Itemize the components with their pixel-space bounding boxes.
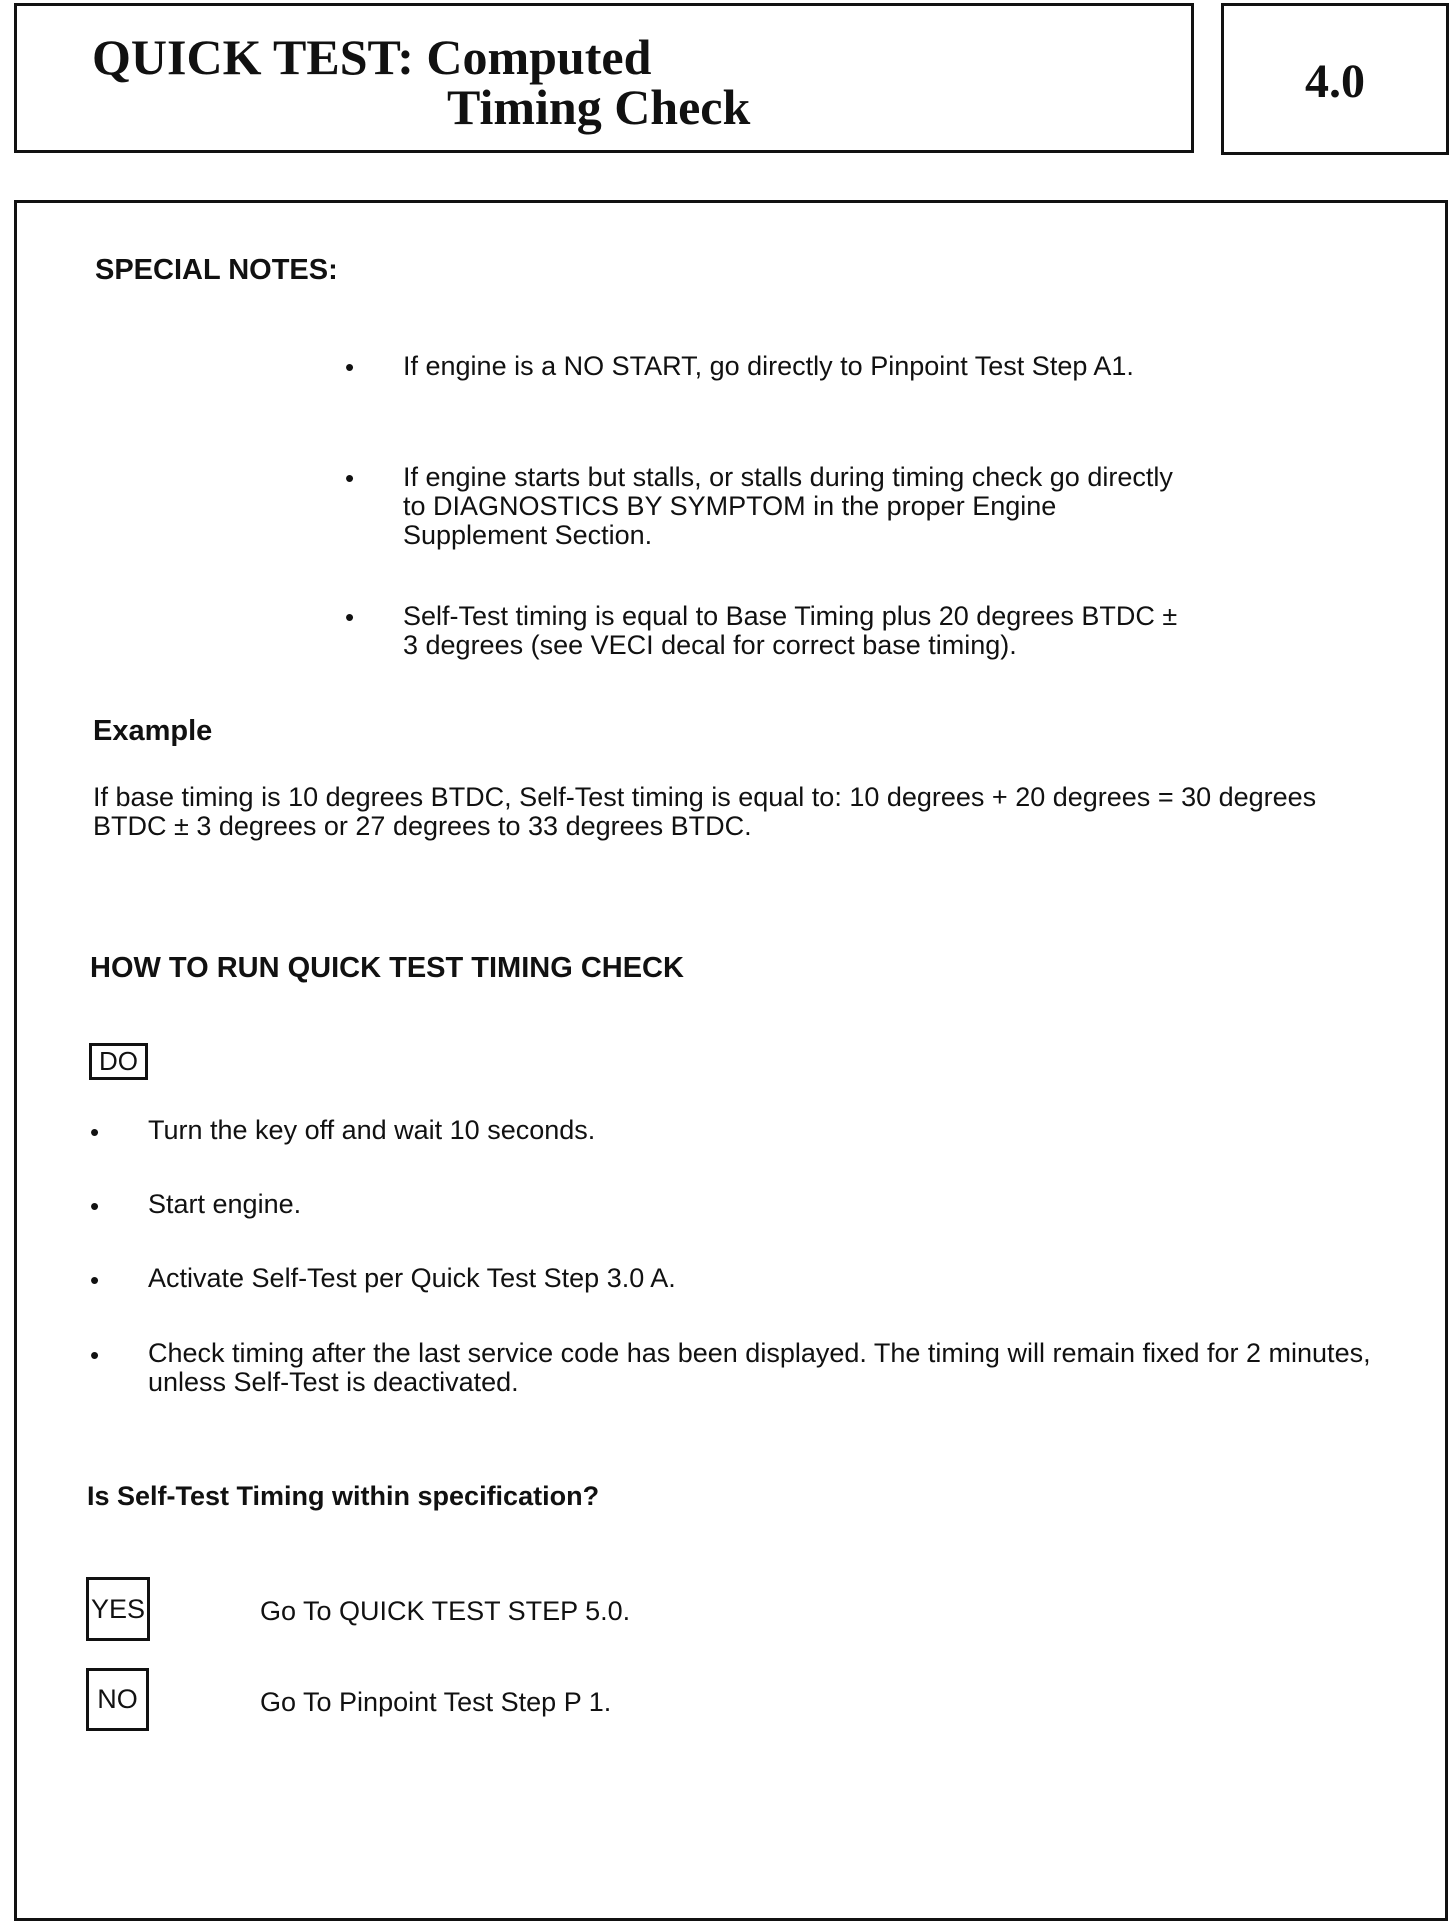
special-note-3: Self-Test timing is equal to Base Timing plus 20 degrees BTDC ± 3 degrees (see VECI decal for correct base timing). — [403, 601, 1178, 660]
bullet-icon: • — [345, 602, 355, 632]
bullet-icon: • — [90, 1117, 100, 1147]
title-box — [14, 3, 1194, 153]
bullet-icon: • — [90, 1265, 100, 1295]
how-to-step-1: Turn the key off and wait 10 seconds. — [148, 1115, 596, 1145]
special-notes-heading: SPECIAL NOTES: — [95, 254, 338, 286]
section-number-box — [1221, 3, 1449, 155]
special-note-1: If engine is a NO START, go directly to Pinpoint Test Step A1. — [403, 351, 1134, 381]
yes-label-box: YES — [86, 1577, 150, 1641]
page-title-line-1: QUICK TEST: Computed — [92, 29, 652, 85]
how-to-step-3: Activate Self-Test per Quick Test Step 3.0 A. — [148, 1263, 676, 1293]
how-to-step-2: Start engine. — [148, 1189, 302, 1219]
no-action-text: Go To Pinpoint Test Step P 1. — [260, 1687, 612, 1717]
do-label-box: DO — [89, 1043, 148, 1080]
how-to-step-4: Check timing after the last service code has been displayed. The timing will remain fixed for 2 minutes, unless Self-Test is deactivated. — [148, 1338, 1371, 1397]
how-to-heading: HOW TO RUN QUICK TEST TIMING CHECK — [90, 952, 684, 984]
no-label-box: NO — [86, 1668, 149, 1731]
page-title-line-2: Timing Check — [447, 79, 751, 135]
bullet-icon: • — [90, 1191, 100, 1221]
bullet-icon: • — [90, 1340, 100, 1370]
special-note-2: If engine starts but stalls, or stalls during timing check go directly to DIAGNOSTICS BY SYMPTOM in the proper Engine Supplement Section. — [403, 462, 1173, 550]
section-number: 4.0 — [1305, 55, 1365, 108]
bullet-icon: • — [345, 463, 355, 493]
yes-action-text: Go To QUICK TEST STEP 5.0. — [260, 1596, 631, 1626]
content-box — [14, 200, 1448, 1921]
example-text: If base timing is 10 degrees BTDC, Self-Test timing is equal to: 10 degrees + 20 degrees = 30 degrees BTDC ± 3 degrees or 27 degrees to 33 degrees BTDC. — [93, 782, 1317, 841]
question-text: Is Self-Test Timing within specification? — [87, 1481, 600, 1511]
bullet-icon: • — [345, 352, 355, 382]
example-heading: Example — [93, 715, 213, 747]
